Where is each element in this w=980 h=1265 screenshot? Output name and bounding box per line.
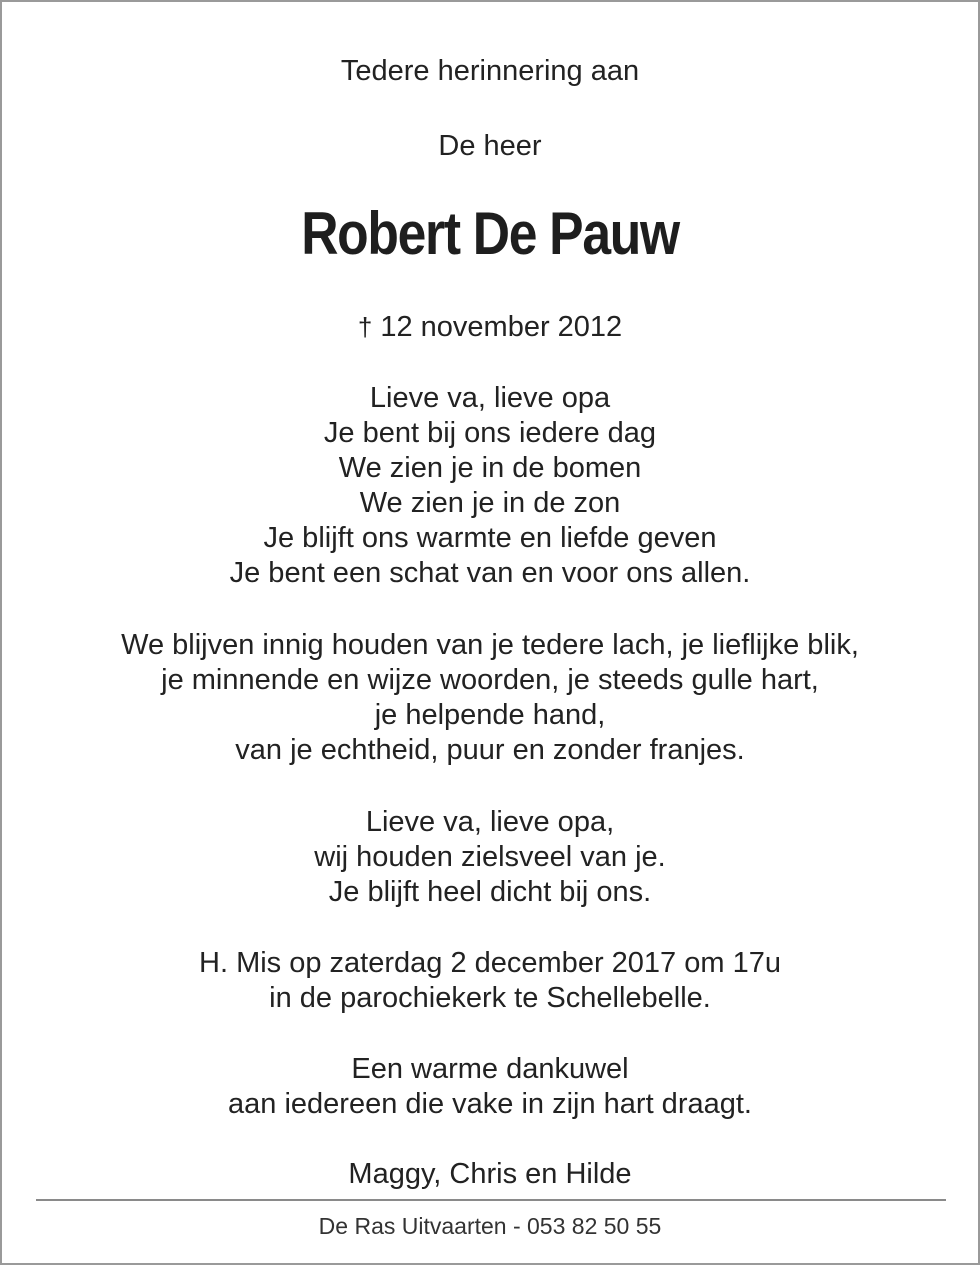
death-date-line [2, 310, 978, 345]
signature: Maggy, Chris en Hilde [348, 1158, 632, 1190]
thanks-line: aan iedereen die vake in zijn hart draagt. [228, 1088, 752, 1120]
poem-line: We zien je in de zon [359, 487, 621, 519]
death-date: 12 november 2012 [380, 311, 623, 343]
poem-line: je minnende en wijze woorden, je steeds gulle hart, [161, 664, 819, 696]
deceased-name: Robert De Pauw [301, 200, 679, 267]
poem-line: Je bent bij ons iedere dag [323, 417, 657, 449]
thanks-line: Een warme dankuwel [351, 1053, 629, 1085]
poem-line: We zien je in de bomen [338, 452, 642, 484]
poem-line: Je blijft heel dicht bij ons. [328, 876, 652, 908]
poem-line: Je blijft ons warmte en liefde geven [263, 522, 717, 554]
salutation: De heer [438, 130, 542, 162]
intro-text: Tedere herinnering aan [340, 55, 640, 87]
poem-line: Lieve va, lieve opa, [365, 806, 615, 838]
cross-icon: † [357, 312, 373, 342]
poem-line: Je bent een schat van en voor ons allen. [229, 557, 751, 589]
funeral-home-footer: De Ras Uitvaarten - 053 82 50 55 [318, 1213, 662, 1239]
mass-info-line: in de parochiekerk te Schellebelle. [269, 982, 711, 1014]
poem-line: We blijven innig houden van je tedere lach, je lieflijke blik, [121, 629, 859, 661]
poem-line: van je echtheid, puur en zonder franjes. [235, 734, 745, 766]
mass-info-line: H. Mis op zaterdag 2 december 2017 om 17u [199, 947, 781, 979]
footer-divider [36, 1199, 946, 1201]
poem-line: Lieve va, lieve opa [369, 382, 611, 414]
poem-line: je helpende hand, [374, 699, 606, 731]
poem-line: wij houden zielsveel van je. [314, 841, 666, 873]
